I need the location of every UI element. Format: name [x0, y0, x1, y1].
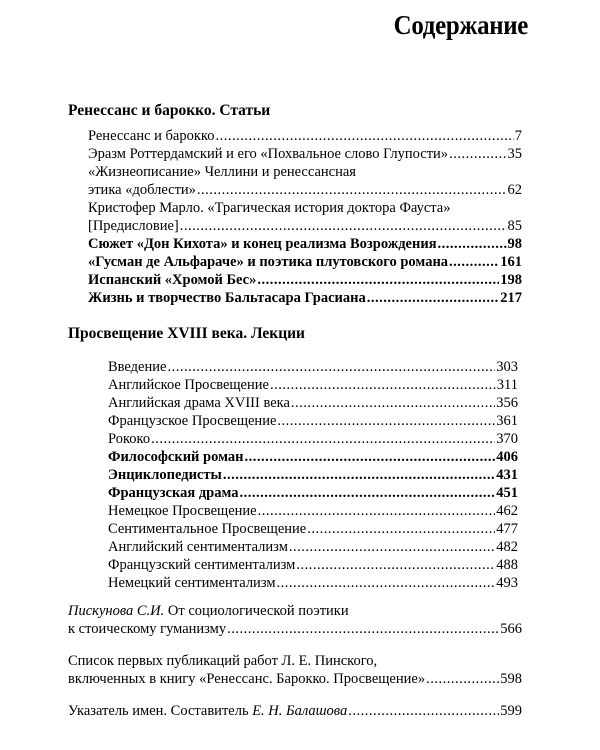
toc-entry-page: 566	[500, 621, 522, 637]
toc-entry-page: 303	[496, 359, 518, 375]
toc-entry[interactable]	[108, 556, 518, 574]
leader-dots	[215, 127, 513, 145]
toc-entry-title: Немецкий сентиментализм	[108, 575, 276, 591]
toc-entry[interactable]	[88, 271, 522, 289]
toc-entry-title: Французское Просвещение	[108, 413, 277, 429]
toc-entry-title: Немецкое Просвещение	[108, 503, 257, 519]
toc-entry-page: 98	[507, 236, 522, 252]
leader-dots	[223, 466, 495, 484]
toc-entry-title: Испанский «Хромой Бес»	[88, 272, 257, 288]
leader-dots	[367, 289, 500, 307]
index-title: Указатель имен. Составитель	[68, 703, 249, 719]
toc-entry-page: 493	[496, 575, 518, 591]
leader-dots	[449, 145, 506, 163]
toc-entry[interactable]	[108, 448, 518, 466]
leader-dots	[438, 235, 507, 253]
toc-entry[interactable]	[88, 127, 522, 145]
toc-entry-title: Эразм Роттердамский и его «Похвальное слово Глупости»	[88, 146, 449, 162]
toc-entry-title: Философский роман	[108, 449, 244, 465]
toc-entry-title: Английская драма XVIII века	[108, 395, 290, 411]
leader-dots	[348, 702, 499, 720]
section-heading-enlightenment: Просвещение XVIII века. Лекции	[68, 325, 305, 342]
toc-entry-page: 356	[496, 395, 518, 411]
leader-dots	[180, 217, 507, 235]
page-title: Содержание	[393, 10, 528, 40]
toc-entry-page: 462	[496, 503, 518, 519]
section-heading-renaissance: Ренессанс и барокко. Статьи	[68, 102, 271, 119]
toc-entry[interactable]	[108, 412, 518, 430]
toc-entry-title-line1	[68, 602, 349, 620]
toc-entry-title: Французская драма	[108, 485, 239, 501]
author-name: Пискунова С.И.	[68, 603, 165, 619]
toc-entry-title: Ренессанс и барокко	[88, 128, 215, 144]
toc-entry-page: 7	[514, 128, 522, 144]
toc-entry-title: Английское Просвещение	[108, 377, 269, 393]
toc-entry-page: 598	[500, 671, 522, 687]
toc-entry-title: Рококо	[108, 431, 151, 447]
toc-entry[interactable]	[68, 620, 522, 638]
toc-entry[interactable]	[108, 376, 518, 394]
toc-entry-page: 62	[507, 182, 522, 198]
leader-dots	[291, 394, 495, 412]
leader-dots	[167, 358, 495, 376]
toc-entry-title: к стоическому гуманизму	[68, 621, 227, 637]
toc-entry-title-line1: Список первых публикаций работ Л. Е. Пинского,	[68, 653, 378, 669]
leader-dots	[289, 538, 495, 556]
leader-dots	[240, 484, 496, 502]
toc-entry[interactable]	[108, 538, 518, 556]
toc-entry[interactable]	[108, 574, 518, 592]
article-title-line1: От социологической поэтики	[167, 603, 349, 619]
toc-entry-page: 161	[500, 254, 522, 270]
toc-entry[interactable]	[108, 502, 518, 520]
toc-entry-title: Энциклопедисты	[108, 467, 222, 483]
toc-entry-title	[68, 702, 347, 720]
leader-dots	[258, 502, 496, 520]
toc-entry-page: 488	[496, 557, 518, 573]
toc-entry-title: Сентиментальное Просвещение	[108, 521, 307, 537]
leader-dots	[426, 670, 499, 688]
toc-entry-title: Французский сентиментализм	[108, 557, 296, 573]
toc-entry-page: 451	[496, 485, 518, 501]
toc-entry-title: включенных в книгу «Ренессанс. Барокко. Просвещение»	[68, 671, 426, 687]
toc-entry-title: этика «доблести»	[88, 182, 196, 198]
toc-entry[interactable]	[108, 394, 518, 412]
toc-entry-page: 370	[496, 431, 518, 447]
toc-entry-page: 406	[496, 449, 518, 465]
toc-entry-page: 361	[496, 413, 518, 429]
toc-entry-page: 198	[500, 272, 522, 288]
toc-entry-page: 482	[496, 539, 518, 555]
compiler-name: Е. Н. Балашова	[252, 703, 348, 719]
toc-entry-title-line1: Кристофер Марло. «Трагическая история доктора Фауста»	[88, 200, 451, 216]
toc-entry-title: Английский сентиментализм	[108, 539, 288, 555]
toc-entry[interactable]	[68, 670, 522, 688]
leader-dots	[277, 574, 496, 592]
toc-entry-page: 35	[507, 146, 522, 162]
toc-entry-page: 311	[496, 377, 518, 393]
toc-entry-title: Сюжет «Дон Кихота» и конец реализма Возрождения	[88, 236, 437, 252]
leader-dots	[257, 271, 499, 289]
toc-entry[interactable]	[108, 430, 518, 448]
leader-dots	[227, 620, 499, 638]
toc-entry-page: 431	[496, 467, 518, 483]
toc-entry-title: [Предисловие]	[88, 218, 179, 234]
leader-dots	[151, 430, 495, 448]
toc-entry[interactable]	[88, 181, 522, 199]
toc-entry-page: 599	[500, 703, 522, 719]
toc-entry-title: Введение	[108, 359, 167, 375]
leader-dots	[277, 412, 495, 430]
toc-entry[interactable]	[88, 235, 522, 253]
leader-dots	[296, 556, 495, 574]
toc-entry[interactable]	[88, 217, 522, 235]
leader-dots	[449, 253, 499, 271]
toc-entry[interactable]	[108, 466, 518, 484]
leader-dots	[244, 448, 495, 466]
leader-dots	[270, 376, 496, 394]
toc-entry[interactable]	[108, 358, 518, 376]
toc-entry-page: 477	[496, 521, 518, 537]
toc-entry-title: Жизнь и творчество Бальтасара Грасиана	[88, 290, 366, 306]
toc-entry[interactable]	[88, 253, 522, 271]
toc-entry[interactable]	[88, 145, 522, 163]
toc-entry[interactable]	[108, 520, 518, 538]
leader-dots	[197, 181, 507, 199]
toc-entry[interactable]	[88, 289, 522, 307]
toc-entry[interactable]	[108, 484, 518, 502]
leader-dots	[307, 520, 495, 538]
toc-entry-title-line1: «Жизнеописание» Челлини и ренессансная	[88, 164, 356, 180]
toc-entry[interactable]	[68, 702, 522, 720]
toc-entry-page: 85	[507, 218, 522, 234]
toc-entry-page: 217	[500, 290, 522, 306]
toc-entry-title: «Гусман де Альфараче» и поэтика плутовского романа	[88, 254, 449, 270]
